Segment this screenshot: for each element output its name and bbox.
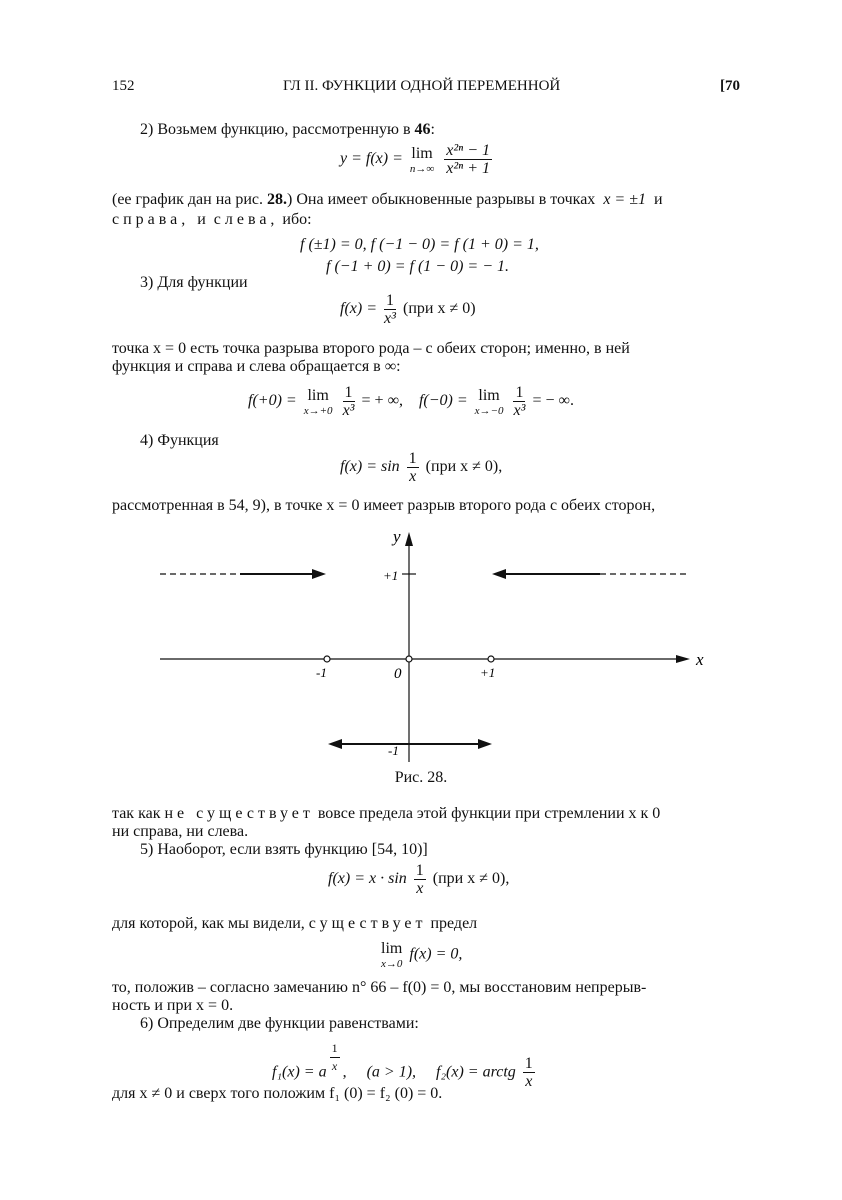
item6-last: для x ≠ 0 и сверх того положим f₁ (0) = f₂ (0) = 0. xyxy=(112,1085,443,1102)
label-plus1-x: +1 xyxy=(480,665,496,680)
equation-limit-a: y = f(x) = lim n→∞ $\frac{\text{x²ⁿ − 1}}{\text{x²ⁿ + 1}}$ xyxy=(340,142,490,177)
middle-left-arrow-icon xyxy=(328,739,342,749)
equation-6: f₁(x) = a $^{\frac{1}{x}}$ , (a > 1), f₂(x) = arctg $\frac{1}{x}$ xyxy=(272,1041,533,1091)
item3-intro: 3) Для функции xyxy=(140,274,248,291)
equation-4: f(x) = sin $\frac{1}{x}$ (при x ≠ 0), xyxy=(340,450,503,485)
label-minus1-y: -1 xyxy=(388,743,399,758)
page-number: 152 xyxy=(112,78,135,94)
item2-intro: 2) Возьмем функцию, рассмотренную в 46: xyxy=(140,121,435,138)
y-axis-arrow-icon xyxy=(405,532,413,546)
item5-intro: 5) Наоборот, если взять функцию [54, 10)] xyxy=(140,841,428,858)
item5-text-3: ность и при x = 0. xyxy=(112,997,234,1014)
equation-2b: f (−1 + 0) = f (1 − 0) = − 1. xyxy=(326,258,509,275)
equation-5-limit: lim x→0 f(x) = 0, xyxy=(381,940,463,970)
hole-minus1 xyxy=(324,656,330,662)
right-branch-arrow-icon xyxy=(492,569,506,579)
equation-2a: f (±1) = 0, f (−1 − 0) = f (1 + 0) = 1, xyxy=(300,236,539,253)
figure-28 xyxy=(150,522,710,772)
equation-3: f(x) = $\frac{1}{\text{x³}}$ (при x ≠ 0) xyxy=(340,292,476,327)
left-branch-arrow-icon xyxy=(312,569,326,579)
figure-caption: Рис. 28. xyxy=(394,769,448,786)
section-number: [70 xyxy=(720,78,740,94)
hole-plus1 xyxy=(488,656,494,662)
label-minus1-x: -1 xyxy=(316,665,327,680)
item3-text-1: точка x = 0 есть точка разрыва второго рода – с обеих сторон; именно, в ней xyxy=(112,340,630,357)
item6-intro: 6) Определим две функции равенствами: xyxy=(140,1015,419,1032)
equation-5: f(x) = x · sin $\frac{1}{x}$ (при x ≠ 0), xyxy=(328,862,510,897)
item5-text-2: то, положив – согласно замечанию n° 66 – f(0) = 0, мы восстановим непрерыв- xyxy=(112,979,647,996)
item5-text: для которой, как мы видели, существует предел xyxy=(112,915,478,932)
hole-origin xyxy=(406,656,412,662)
item2-text: (ее график дан на рис. 28.) Она имеет обыкновенные разрывы в точках x = ±1 и xyxy=(112,191,663,208)
item3-text-2: функция и справа и слева обращается в ∞: xyxy=(112,358,401,375)
item4-intro: 4) Функция xyxy=(140,432,219,449)
item4-text: рассмотренная в 54, 9), в точке x = 0 имеет разрыв второго рода с обеих сторон, xyxy=(112,497,656,514)
after-figure-1: так как не существует вовсе предела этой функции при стремлении x к 0 xyxy=(112,805,661,822)
x-axis-label: x xyxy=(696,650,704,669)
label-origin: 0 xyxy=(394,666,402,682)
y-axis-label: y xyxy=(393,527,401,546)
after-figure-2: ни справа, ни слева. xyxy=(112,823,249,840)
equation-3-limits: f(+0) = lim x→+0 $\frac{1}{\text{x³}}$ = + ∞, f(−0) = lim x→−0 $\frac{1}{\text{x³}}$ = − ∞. xyxy=(248,384,574,419)
item2-text-2: справа, и слева, ибо: xyxy=(112,211,312,228)
label-plus1-y: +1 xyxy=(383,568,399,583)
x-axis-arrow-icon xyxy=(676,655,690,663)
middle-right-arrow-icon xyxy=(478,739,492,749)
running-head: ГЛ II. ФУНКЦИИ ОДНОЙ ПЕРЕМЕННОЙ xyxy=(283,78,561,94)
